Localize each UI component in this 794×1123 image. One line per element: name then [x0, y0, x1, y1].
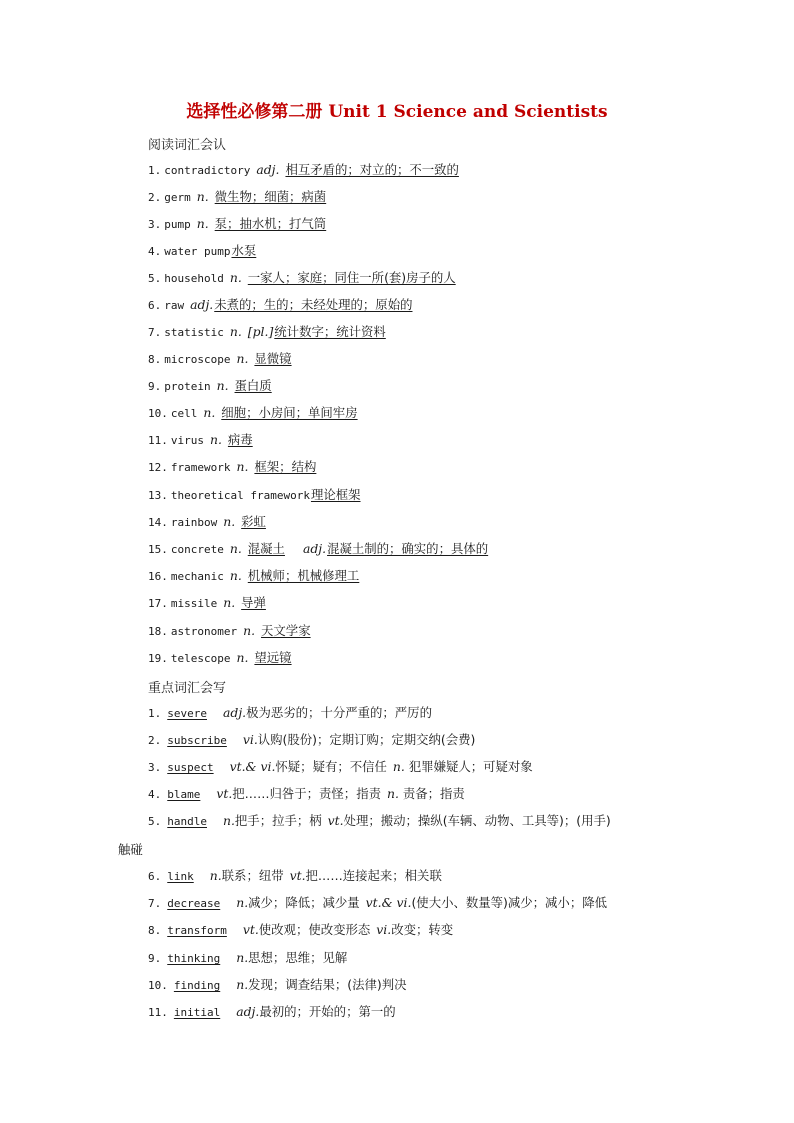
reading-entry: 6. raw adj.未煮的；生的；未经处理的；原始的: [148, 297, 413, 312]
writing-entry: 9. thinking n.思想；思维；见解: [148, 950, 348, 965]
reading-entry: 14. rainbow n. 彩虹: [148, 514, 266, 529]
section-heading-reading: 阅读词汇会认: [148, 138, 227, 153]
writing-entry: 1. severe adj.极为恶劣的；十分严重的；严厉的: [148, 705, 432, 720]
reading-entry: 3. pump n. 泵；抽水机；打气筒: [148, 216, 327, 231]
reading-entry: 18. astronomer n. 天文学家: [148, 623, 311, 638]
reading-entry: 7. statistic n. [pl.]统计数字；统计资料: [148, 324, 386, 339]
reading-entry: 17. missile n. 导弹: [148, 595, 266, 610]
writing-entry: 11. initial adj.最初的；开始的；第一的: [148, 1004, 396, 1019]
section-heading-writing: 重点词汇会写: [148, 681, 227, 696]
reading-entry: 12. framework n. 框架；结构: [148, 459, 317, 474]
writing-entry: 3. suspect vt.& vi.怀疑；疑有；不信任 n. 犯罪嫌疑人；可疑对象: [148, 759, 533, 774]
reading-entry: 5. household n. 一家人；家庭；同住一所(套)房子的人: [148, 270, 456, 285]
writing-entry: 2. subscribe vi.认购(股份)；定期订购；定期交纳(会费): [148, 732, 476, 747]
reading-entry: 19. telescope n. 望远镜: [148, 650, 292, 665]
reading-entry: 9. protein n. 蛋白质: [148, 378, 272, 393]
writing-entry-continuation: 触碰: [118, 842, 143, 857]
page-title: 选择性必修第二册 Unit 1 Science and Scientists: [186, 102, 608, 122]
reading-entry: 1. contradictory adj. 相互矛盾的；对立的；不一致的: [148, 162, 459, 177]
reading-entry: 16. mechanic n. 机械师；机械修理工: [148, 568, 360, 583]
reading-entry: 13. theoretical framework理论框架: [148, 487, 361, 502]
reading-entry: 2. germ n. 微生物；细菌；病菌: [148, 189, 327, 204]
reading-entry: 8. microscope n. 显微镜: [148, 351, 292, 366]
reading-entry: 4. water pump水泵: [148, 243, 257, 258]
writing-entry: 10. finding n.发现；调查结果；(法律)判决: [148, 977, 407, 992]
reading-entry: 11. virus n. 病毒: [148, 432, 253, 447]
writing-entry: 8. transform vt.使改观；使改变形态 vi.改变；转变: [148, 922, 454, 937]
writing-entry: 4. blame vt.把……归咎于；责怪；指责 n. 责备；指责: [148, 786, 465, 801]
writing-entry: 6. link n.联系；纽带 vt.把……连接起来；相关联: [148, 868, 442, 883]
writing-entry: 5. handle n.把手；拉手；柄 vt.处理；搬动；操纵(车辆、动物、工具等)；(用手): [148, 813, 611, 828]
reading-entry: 15. concrete n. 混凝土 adj.混凝土制的；确实的；具体的: [148, 541, 489, 556]
reading-entry: 10. cell n. 细胞；小房间；单间牢房: [148, 405, 358, 420]
writing-entry: 7. decrease n.减少；降低；减少量 vt.& vi.(使大小、数量等)减少；减小；降低: [148, 895, 607, 910]
